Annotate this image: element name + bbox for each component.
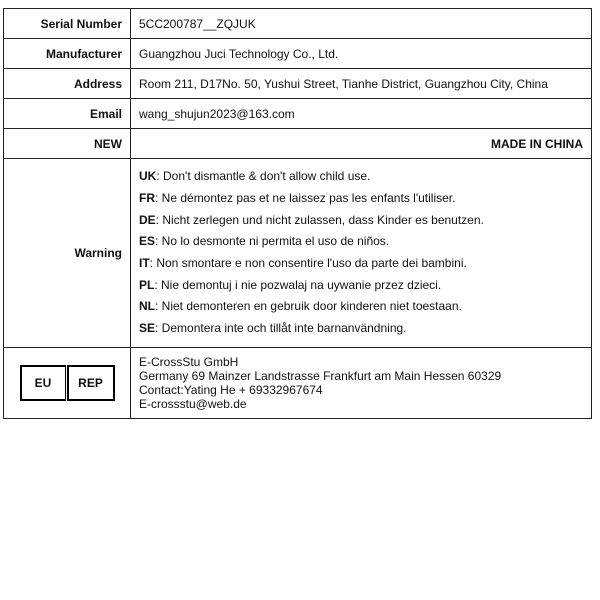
eu-rep-details: [139, 355, 583, 411]
rep-symbol-box: REP: [67, 365, 115, 401]
warning-row: [4, 159, 592, 348]
manufacturer-label: Manufacturer: [4, 39, 131, 69]
warning-code: IT: [139, 256, 150, 270]
warning-item-it: [139, 253, 583, 275]
warning-text: : Nie demontuj i nie pozwalaj na uywanie przez dzieci.: [154, 277, 442, 292]
serial-value: 5CC200787__ZQJUK: [131, 9, 592, 39]
eu-rep-symbol: [12, 365, 122, 401]
new-row: [4, 129, 592, 159]
eu-rep-email: E-crossstu@web.de: [139, 397, 247, 411]
eu-symbol-box: EU: [20, 365, 66, 401]
warning-text: : Ne démontez pas et ne laissez pas les enfants l'utiliser.: [155, 190, 456, 205]
warning-item-de: [139, 210, 583, 232]
address-label: Address: [4, 69, 131, 99]
warning-item-fr: [139, 188, 583, 210]
warning-text: : Nicht zerlegen und nicht zulassen, dass Kinder es benutzen.: [155, 212, 484, 227]
email-label: Email: [4, 99, 131, 129]
warning-item-uk: [139, 166, 583, 188]
address-value: Room 211, D17No. 50, Yushui Street, Tianhe District, Guangzhou City, China: [131, 69, 592, 99]
email-row: [4, 99, 592, 129]
new-label: NEW: [4, 129, 131, 159]
warning-code: DE: [139, 212, 156, 227]
warning-item-nl: [139, 296, 583, 318]
warning-text: : Demontera inte och tillåt inte barnanvändning.: [155, 321, 407, 336]
warning-code: ES: [139, 234, 156, 249]
warning-item-se: [139, 318, 583, 340]
warning-item-es: [139, 231, 583, 253]
warning-code: UK: [139, 169, 157, 184]
serial-label: Serial Number: [4, 9, 131, 39]
email-value: wang_shujun2023@163.com: [131, 99, 592, 129]
manufacturer-row: [4, 39, 592, 69]
warning-code: FR: [139, 190, 155, 205]
warning-text: : Don't dismantle & don't allow child use.: [156, 169, 371, 184]
warning-text: : Non smontare e non consentire l'uso da parte dei bambini.: [149, 256, 467, 270]
eu-rep-company: E-CrossStu GmbH: [139, 355, 239, 369]
eu-rep-address: Germany 69 Mainzer Landstrasse Frankfurt am Main Hessen 60329: [139, 369, 502, 383]
eu-rep-symbol-cell: [4, 348, 131, 419]
warning-text: : No lo desmonte ni permita el uso de niños.: [155, 234, 390, 249]
serial-row: [4, 9, 592, 39]
warning-list: [139, 162, 583, 344]
warning-code: PL: [139, 277, 155, 292]
eu-rep-details-cell: [131, 348, 592, 419]
eu-rep-row: [4, 348, 592, 419]
origin-value: MADE IN CHINA: [131, 129, 592, 159]
warning-item-pl: [139, 275, 583, 297]
product-label-table: [3, 8, 592, 419]
eu-rep-contact: Contact:Yating He + 69332967674: [139, 383, 323, 397]
address-row: [4, 69, 592, 99]
warning-label: Warning: [4, 159, 131, 348]
warning-text: : Niet demonteren en gebruik door kinderen niet toestaan.: [155, 299, 462, 314]
warning-code: NL: [139, 299, 155, 314]
warning-code: SE: [139, 321, 156, 336]
warning-list-cell: [131, 159, 592, 348]
manufacturer-value: Guangzhou Juci Technology Co., Ltd.: [131, 39, 592, 69]
